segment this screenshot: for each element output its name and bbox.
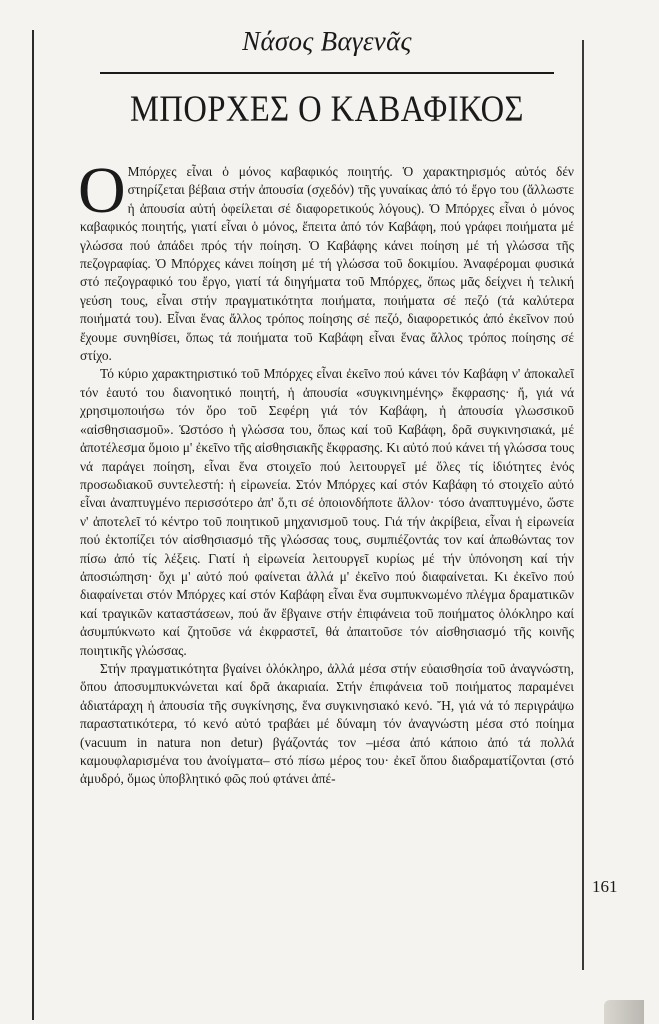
- paragraph-3: Στήν πραγματικότητα βγαίνει ὁλόκληρο, ἀλλά μέσα στήν εὐαισθησία τοῦ ἀναγνώστη, ὅπου ἀποσυμπυκνώνεται καί δρᾶ ἀκαριαία. Στήν ἐπιφάνεια τοῦ ποιήματος παραμένει ἀδιατάραχη ἡ ἀπουσία τῆς συγκίνησης, ἕνα συγκινησιακό κενό. Ἤ, γιά νά τό περιγράψω παραστατικότερα, τό κενό αὐτό τραβάει μέ δύναμη τόν ἀναγνώστη μέσα στό ποίημα (vacuum in natura non detur) βγάζοντάς τον –μέσα ἀπό κάποιο ἀπό τά πολλά καμουφλαρισμένα του ἀνοίγματα– στό πίσω μέρος του· ἐκεῖ ὅπου διαδραματίζονται (στό ἀμυδρό, ὅμως ὑποβλητικό φῶς πού φτάνει ἀπέ-: [80, 660, 574, 787]
- article-body: [78, 154, 574, 789]
- page-edge-left: [32, 30, 34, 1020]
- page-number: 161: [592, 877, 618, 896]
- page-edge-right: [582, 40, 584, 970]
- paragraph-1-text: Μπόρχες εἶναι ὁ μόνος καβαφικός ποιητής. Ὁ χαρακτηρισμός αὐτός δέν στηρίζεται βέβαια στήν ἀπουσία (σχεδόν) τῆς γυναίκας ἀπό τό ἔργο του (ἄλλωστε ἡ ἀπουσία αὐτή ὀφείλεται σέ διαφορετικούς λόγους). Ὁ Μπόρχες εἶναι ὁ μόνος καβαφικός ποιητής, γιατί εἶναι ὁ μόνος, ἔπειτα ἀπό τόν Καβάφη, πού γράφει ποιήματα μέ γλώσσα πού ἀπάδει πρός τήν ποίηση. Ὁ Καβάφης κάνει ποίηση μέ τή γλώσσα τῆς πεζογραφίας. Ὁ Μπόρχες κάνει ποίηση μέ τή γλώσσα τοῦ δοκιμίου. Ἀναφέρομαι φυσικά στό πεζογραφικό του ἔργο, γιατί τά διηγήματα τοῦ Μπόρχες, ὅπως μᾶς δείχνει ἡ τελική γεύση τους, εἶναι στήν πραγματικότητα ποιήματα, ποιήματα σέ πεζό (τά καλύτερα ποιήματά του). Εἶναι ἕνας ἄλλος τρόπος ποίησης σέ πεζό, διαφορετικός ἀπό ἐκεῖνον πού ἔχουμε συνηθίσει, ὅπως τά ποιήματα τοῦ Καβάφη εἶναι ἕνας ἄλλος τρόπος ποίησης σέ στίχο.: [80, 164, 574, 364]
- header-rule: [100, 72, 554, 74]
- paragraph-1: [78, 154, 574, 365]
- article-title: ΜΠΟΡΧΕΣ Ο ΚΑΒΑΦΙΚΟΣ: [130, 89, 524, 130]
- author-name: Νάσος Βαγενᾶς: [242, 26, 412, 56]
- page-corner-shadow: [604, 1000, 644, 1024]
- paragraph-2: Τό κύριο χαρακτηριστικό τοῦ Μπόρχες εἶναι ἐκεῖνο πού κάνει τόν Καβάφη ν' ἀποκαλεῖ τόν ἑαυτό του διανοητικό ποιητή, ἡ ἀπουσία «συγκινημένης» ἔκφρασης· ἤ, γιά νά χρησιμοποιήσω τόν ὅρο τοῦ Σεφέρη γιά τόν Καβάφη, ἡ ἀπουσία γλωσσικοῦ «αἰσθησιασμοῦ». Ὡστόσο ἡ γλώσσα του, ὅπως καί τοῦ Καβάφη, δρᾶ συγκινησιακά, μέ ἀποτέλεσμα ὅμοιο μ' ἐκεῖνο τῆς αἰσθησιακῆς ἔκφρασης. Κι αὐτό πού κάνει τή γλώσσα τους νά παράγει ποίηση, εἶναι ἕνα στοιχεῖο πού λειτουργεῖ μέ ὅλες τίς ἰδιότητες ἑνός προσωδιακοῦ συντελεστή: ἡ εἰρωνεία. Στόν Μπόρχες καί στόν Καβάφη τό στοιχεῖο αὐτό εἶναι ἀναπτυγμένο περισσότερο ἀπ' ὅ,τι σέ ὁποιονδήποτε ἄλλον· τόσο ἀναπτυγμένο, ὥστε ν' ἀποτελεῖ τό κέντρο τοῦ ποιητικοῦ μηχανισμοῦ τους. Γιά τήν ἀκρίβεια, εἶναι ἡ εἰρωνεία πού ἐκτοπίζει τόν αἰσθησιασμό τῆς γλώσσας τους, συμπιέζοντάς τον καί ἀπωθώντας τον πίσω ἀπό τίς λέξεις. Γιατί ἡ εἰρωνεία λειτουργεῖ κυρίως μέ τήν ὑπόνοηση καί τήν ἀποσιώπηση· ὄχι μ' αὐτό πού φαίνεται ἀλλά μ' ἐκεῖνο πού διαφαίνεται. Κι ἐκεῖνο πού διαφαίνεται στόν Μπόρχες καί στόν Καβάφη εἶναι ἕνα συμπυκνωμένο πλέγμα δραματικῶν καί τραγικῶν καταστάσεων, πού ἄν ἔβγαινε στήν ἐπιφάνεια τοῦ ποιήματος ὁλόκληρο καί ἀσυμπύκνωτο καί ζητοῦσε νά ἐκφραστεῖ, θά ἀπαιτοῦσε τόν αἰσθησιασμό τῆς κοινῆς ποιητικῆς γλώσσας.: [80, 366, 574, 658]
- drop-cap: Ο: [78, 154, 126, 227]
